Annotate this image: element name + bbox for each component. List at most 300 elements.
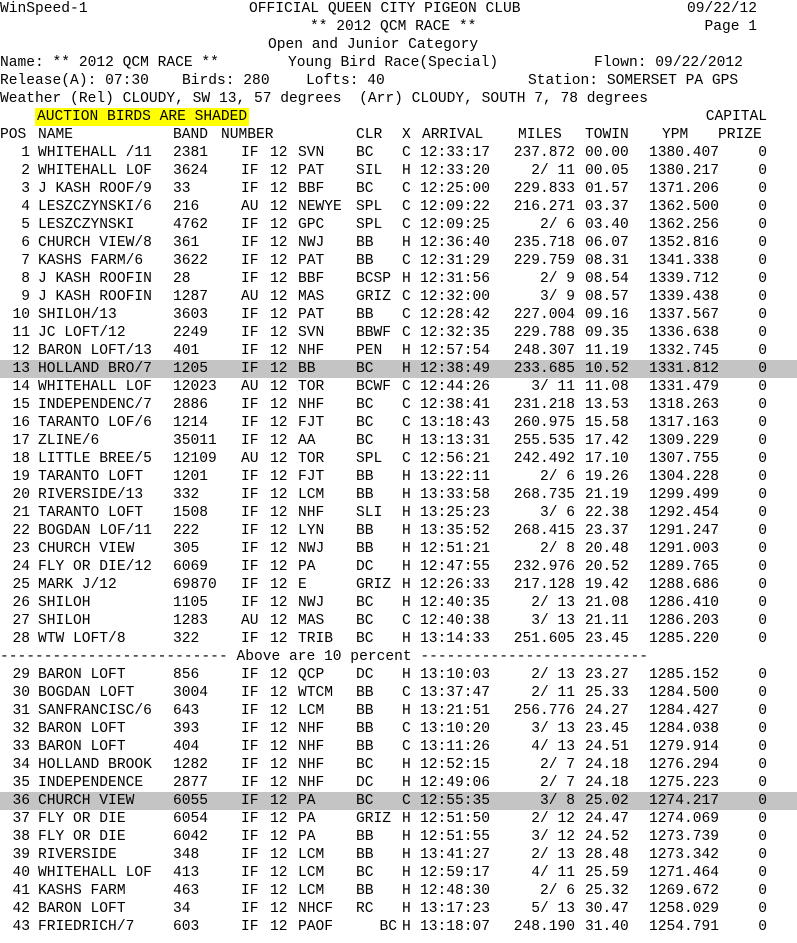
cell-yr: 12: [270, 667, 288, 683]
cell-ypm: 1275.223: [648, 775, 719, 791]
cell-club: MAS: [298, 613, 325, 629]
cell-pos: 32: [12, 721, 30, 737]
cell-assoc: AU: [241, 451, 259, 467]
cell-ypm: 1291.003: [648, 541, 719, 557]
cell-pos: 34: [12, 757, 30, 773]
cell-pos: 33: [12, 739, 30, 755]
cell-ypm: 1304.228: [648, 469, 719, 485]
cell-club: NHF: [298, 739, 325, 755]
cell-prize: 0: [758, 361, 767, 377]
cell-pos: 27: [12, 613, 30, 629]
cell-club: NHF: [298, 757, 325, 773]
bird-count: Birds: 280: [182, 73, 270, 89]
cell-pos: 11: [12, 325, 30, 341]
cell-sex: C: [402, 307, 411, 323]
cell-name: CHURCH VIEW: [38, 793, 135, 809]
cell-prize: 0: [758, 199, 767, 215]
result-row: [0, 792, 797, 810]
cell-club: NHF: [298, 397, 325, 413]
cell-assoc: IF: [241, 415, 259, 431]
cell-club: PA: [298, 559, 316, 575]
cell-band: 404: [173, 739, 200, 755]
result-row: [0, 522, 797, 540]
cell-ypm: 1371.206: [648, 181, 719, 197]
result-row: [0, 630, 797, 648]
cell-yr: 12: [270, 595, 288, 611]
cell-sex: H: [402, 505, 411, 521]
cell-prize: 0: [758, 793, 767, 809]
cell-band: 216: [173, 199, 200, 215]
cell-arrival: 12:31:56: [420, 271, 491, 287]
cell-yr: 12: [270, 559, 288, 575]
result-row: [0, 756, 797, 774]
cell-towin: 08.31: [585, 253, 629, 269]
cell-assoc: IF: [241, 919, 259, 935]
cell-pos: 40: [12, 865, 30, 881]
cell-band: 413: [173, 865, 200, 881]
page-number: Page 1: [704, 19, 757, 35]
cell-miles: 3/ 8: [539, 793, 575, 809]
cell-club: NWJ: [298, 595, 325, 611]
cell-towin: 24.18: [585, 757, 629, 773]
cell-club: GPC: [298, 217, 325, 233]
cell-yr: 12: [270, 253, 288, 269]
cell-assoc: IF: [241, 775, 259, 791]
cell-name: LITTLE BREE/5: [38, 451, 152, 467]
cell-ypm: 1380.407: [648, 145, 719, 161]
cell-ypm: 1307.755: [648, 451, 719, 467]
cell-band: 348: [173, 847, 200, 863]
cell-arrival: 13:17:23: [420, 901, 491, 917]
cell-arrival: 13:14:33: [420, 631, 491, 647]
cell-sex: H: [402, 775, 411, 791]
cell-club: FJT: [298, 469, 325, 485]
cell-club: PA: [298, 829, 316, 845]
cell-towin: 20.48: [585, 541, 629, 557]
cell-clr: BC: [356, 361, 374, 377]
release-line: [0, 72, 797, 90]
cell-prize: 0: [758, 415, 767, 431]
cell-miles: 251.605: [513, 631, 575, 647]
cell-prize: 0: [758, 163, 767, 179]
cell-clr: BCSP: [356, 271, 392, 287]
cell-band: 322: [173, 631, 200, 647]
club-name: OFFICIAL QUEEN CITY PIGEON CLUB: [249, 1, 521, 17]
cell-pos: 9: [21, 289, 30, 305]
cell-yr: 12: [270, 757, 288, 773]
cell-clr: BC: [356, 397, 374, 413]
cell-clr: BC: [356, 757, 374, 773]
cell-club: NWJ: [298, 541, 325, 557]
cell-arrival: 12:48:30: [420, 883, 491, 899]
cell-yr: 12: [270, 271, 288, 287]
cell-arrival: 12:51:21: [420, 541, 491, 557]
cell-sex: C: [402, 721, 411, 737]
cell-towin: 06.07: [585, 235, 629, 251]
cell-pos: 7: [21, 253, 30, 269]
cell-club: E: [298, 577, 307, 593]
cell-ypm: 1318.263: [648, 397, 719, 413]
cell-sex: C: [402, 289, 411, 305]
cell-arrival: 12:44:26: [420, 379, 491, 395]
header-line-2: [0, 18, 797, 36]
cell-club: TRIB: [298, 631, 334, 647]
cell-ypm: 1286.410: [648, 595, 719, 611]
cell-assoc: IF: [241, 577, 259, 593]
cell-club: PA: [298, 811, 316, 827]
cell-assoc: IF: [241, 793, 259, 809]
cell-yr: 12: [270, 685, 288, 701]
cell-towin: 19.26: [585, 469, 629, 485]
cell-prize: 0: [758, 541, 767, 557]
result-row: [0, 684, 797, 702]
cell-sex: H: [402, 919, 411, 935]
cell-arrival: 12:36:40: [420, 235, 491, 251]
cell-clr: BC: [356, 415, 374, 431]
cell-clr: BC: [379, 919, 397, 935]
cell-assoc: IF: [241, 541, 259, 557]
cell-clr: BC: [356, 865, 374, 881]
cell-band: 2886: [173, 397, 209, 413]
cell-miles: 2/ 13: [531, 847, 575, 863]
result-row: [0, 252, 797, 270]
program-name: WinSpeed-1: [0, 1, 88, 17]
cell-sex: H: [402, 631, 411, 647]
cell-yr: 12: [270, 739, 288, 755]
cell-assoc: AU: [241, 199, 259, 215]
cell-name: LESZCZYNSKI: [38, 217, 135, 233]
cell-club: BBF: [298, 271, 325, 287]
cell-prize: 0: [758, 631, 767, 647]
result-row: [0, 738, 797, 756]
cell-towin: 09.16: [585, 307, 629, 323]
cell-clr: BB: [356, 487, 374, 503]
cell-ypm: 1284.500: [648, 685, 719, 701]
cell-towin: 15.58: [585, 415, 629, 431]
cell-prize: 0: [758, 307, 767, 323]
result-row: [0, 342, 797, 360]
cell-yr: 12: [270, 361, 288, 377]
cell-towin: 09.35: [585, 325, 629, 341]
cell-sex: C: [402, 415, 411, 431]
cell-pos: 14: [12, 379, 30, 395]
cell-name: FLY OR DIE/12: [38, 559, 152, 575]
cell-arrival: 13:21:51: [420, 703, 491, 719]
cell-arrival: 13:35:52: [420, 523, 491, 539]
cell-ypm: 1331.812: [648, 361, 719, 377]
cell-prize: 0: [758, 811, 767, 827]
cell-band: 6055: [173, 793, 209, 809]
cell-prize: 0: [758, 685, 767, 701]
cell-towin: 03.40: [585, 217, 629, 233]
cell-ypm: 1362.256: [648, 217, 719, 233]
col-pos: POS: [0, 127, 27, 143]
cell-arrival: 13:41:27: [420, 847, 491, 863]
cell-prize: 0: [758, 757, 767, 773]
cell-miles: 3/ 9: [539, 289, 575, 305]
cell-clr: BB: [356, 739, 374, 755]
auction-notice: AUCTION BIRDS ARE SHADED: [37, 109, 248, 125]
result-row: [0, 324, 797, 342]
result-row: [0, 396, 797, 414]
cell-club: PAT: [298, 307, 325, 323]
cell-ypm: 1352.816: [648, 235, 719, 251]
cell-arrival: 12:32:00: [420, 289, 491, 305]
cell-yr: 12: [270, 325, 288, 341]
cell-club: LCM: [298, 487, 325, 503]
cell-assoc: IF: [241, 703, 259, 719]
cell-towin: 21.11: [585, 613, 629, 629]
cell-towin: 25.59: [585, 865, 629, 881]
cell-miles: 2/ 6: [539, 217, 575, 233]
cell-sex: C: [402, 397, 411, 413]
cell-arrival: 12:33:17: [420, 145, 491, 161]
cell-towin: 24.52: [585, 829, 629, 845]
cell-assoc: IF: [241, 325, 259, 341]
cell-assoc: IF: [241, 145, 259, 161]
cell-miles: 255.535: [513, 433, 575, 449]
cell-prize: 0: [758, 559, 767, 575]
cell-assoc: IF: [241, 811, 259, 827]
cell-miles: 2/ 6: [539, 469, 575, 485]
cell-miles: 2/ 12: [531, 811, 575, 827]
cell-miles: 3/ 13: [531, 613, 575, 629]
result-row: [0, 558, 797, 576]
cell-assoc: IF: [241, 847, 259, 863]
cell-arrival: 12:38:41: [420, 397, 491, 413]
cell-ypm: 1271.464: [648, 865, 719, 881]
cell-miles: 2/ 11: [531, 685, 575, 701]
cell-name: BARON LOFT: [38, 739, 126, 755]
cell-clr: PEN: [356, 343, 383, 359]
cell-band: 2249: [173, 325, 209, 341]
cell-arrival: 12:38:49: [420, 361, 491, 377]
cell-towin: 28.48: [585, 847, 629, 863]
cell-clr: GRIZ: [356, 811, 392, 827]
cell-prize: 0: [758, 865, 767, 881]
cell-sex: H: [402, 703, 411, 719]
result-row: [0, 774, 797, 792]
cell-club: BB: [298, 361, 316, 377]
col-prize: PRIZE: [718, 127, 762, 143]
cell-clr: BC: [356, 595, 374, 611]
cell-clr: BB: [356, 703, 374, 719]
result-row: [0, 882, 797, 900]
cell-band: 3624: [173, 163, 209, 179]
cell-miles: 2/ 13: [531, 595, 575, 611]
result-row: [0, 594, 797, 612]
cell-prize: 0: [758, 829, 767, 845]
cell-club: WTCM: [298, 685, 334, 701]
cell-band: 35011: [173, 433, 217, 449]
cell-towin: 23.37: [585, 523, 629, 539]
race-name: Name: ** 2012 QCM RACE **: [0, 55, 219, 71]
cell-arrival: 13:11:26: [420, 739, 491, 755]
cell-club: PA: [298, 793, 316, 809]
cell-pos: 30: [12, 685, 30, 701]
cell-miles: 227.004: [513, 307, 575, 323]
cell-yr: 12: [270, 289, 288, 305]
cell-yr: 12: [270, 775, 288, 791]
cell-sex: H: [402, 757, 411, 773]
cell-name: J KASH ROOFIN: [38, 289, 152, 305]
cell-name: KASHS FARM/6: [38, 253, 144, 269]
cell-ypm: 1284.427: [648, 703, 719, 719]
cell-name: SHILOH: [38, 595, 91, 611]
cell-pos: 24: [12, 559, 30, 575]
cell-club: PAT: [298, 253, 325, 269]
cell-ypm: 1380.217: [648, 163, 719, 179]
cell-miles: 268.735: [513, 487, 575, 503]
result-row: [0, 810, 797, 828]
cell-club: AA: [298, 433, 316, 449]
col-arrival: ARRIVAL: [422, 127, 484, 143]
cell-sex: C: [402, 451, 411, 467]
cell-band: 12023: [173, 379, 217, 395]
report-date: 09/22/12: [686, 1, 757, 17]
category: Open and Junior Category: [268, 37, 479, 53]
cell-name: BARON LOFT: [38, 721, 126, 737]
cell-sex: H: [402, 595, 411, 611]
cell-assoc: IF: [241, 235, 259, 251]
cell-yr: 12: [270, 901, 288, 917]
cell-towin: 11.08: [585, 379, 629, 395]
cell-arrival: 12:55:35: [420, 793, 491, 809]
cell-miles: 3/ 12: [531, 829, 575, 845]
cell-name: JC LOFT/12: [38, 325, 126, 341]
cell-arrival: 13:37:47: [420, 685, 491, 701]
cell-ypm: 1299.499: [648, 487, 719, 503]
cell-name: HOLLAND BRO/7: [38, 361, 152, 377]
cell-clr: BB: [356, 235, 374, 251]
cell-club: BBF: [298, 181, 325, 197]
cell-prize: 0: [758, 595, 767, 611]
cell-sex: C: [402, 379, 411, 395]
cell-arrival: 12:52:15: [420, 757, 491, 773]
cell-ypm: 1274.217: [648, 793, 719, 809]
cell-towin: 21.19: [585, 487, 629, 503]
cell-sex: H: [402, 163, 411, 179]
result-row: [0, 360, 797, 378]
cell-club: TOR: [298, 379, 325, 395]
cell-sex: C: [402, 181, 411, 197]
cell-club: NHF: [298, 775, 325, 791]
result-row: [0, 234, 797, 252]
cell-band: 3622: [173, 253, 209, 269]
cell-miles: 229.833: [513, 181, 575, 197]
cell-band: 463: [173, 883, 200, 899]
cell-sex: H: [402, 829, 411, 845]
cell-pos: 12: [12, 343, 30, 359]
cell-assoc: IF: [241, 757, 259, 773]
cell-sex: H: [402, 523, 411, 539]
cell-ypm: 1339.438: [648, 289, 719, 305]
cell-towin: 01.57: [585, 181, 629, 197]
cell-miles: 2/ 6: [539, 883, 575, 899]
column-headers: [0, 126, 797, 144]
cell-assoc: IF: [241, 469, 259, 485]
cell-assoc: IF: [241, 433, 259, 449]
cell-assoc: IF: [241, 523, 259, 539]
cell-club: FJT: [298, 415, 325, 431]
divider-text: -------------------------- Above are 10 percent --------------------------: [0, 649, 649, 665]
cell-miles: 229.759: [513, 253, 575, 269]
cell-pos: 19: [12, 469, 30, 485]
result-row: [0, 450, 797, 468]
cell-name: WHITEHALL LOF: [38, 163, 152, 179]
cell-prize: 0: [758, 703, 767, 719]
cell-band: 12109: [173, 451, 217, 467]
cell-yr: 12: [270, 343, 288, 359]
cell-clr: BC: [356, 433, 374, 449]
cell-band: 28: [173, 271, 191, 287]
cell-ypm: 1331.479: [648, 379, 719, 395]
cell-miles: 229.788: [513, 325, 575, 341]
cell-towin: 03.37: [585, 199, 629, 215]
cell-towin: 00.00: [585, 145, 629, 161]
cell-name: CHURCH VIEW/8: [38, 235, 152, 251]
cell-band: 305: [173, 541, 200, 557]
cell-miles: 4/ 11: [531, 865, 575, 881]
cell-name: KASHS FARM: [38, 883, 126, 899]
cell-clr: SIL: [356, 163, 383, 179]
cell-name: FRIEDRICH/7: [38, 919, 135, 935]
cell-band: 361: [173, 235, 200, 251]
cell-arrival: 12:40:35: [420, 595, 491, 611]
cell-yr: 12: [270, 379, 288, 395]
result-row: [0, 504, 797, 522]
cell-band: 603: [173, 919, 200, 935]
cell-yr: 12: [270, 307, 288, 323]
cell-name: TARANTO LOFT: [38, 505, 144, 521]
cell-sex: C: [402, 199, 411, 215]
cell-assoc: IF: [241, 181, 259, 197]
cell-ypm: 1285.152: [648, 667, 719, 683]
cell-name: FLY OR DIE: [38, 829, 126, 845]
cell-arrival: 12:31:29: [420, 253, 491, 269]
cell-sex: H: [402, 667, 411, 683]
station: Station: SOMERSET PA GPS: [528, 73, 739, 89]
cell-towin: 08.57: [585, 289, 629, 305]
cell-ypm: 1339.712: [648, 271, 719, 287]
cell-club: PAOF: [298, 919, 334, 935]
cell-yr: 12: [270, 487, 288, 503]
result-row: [0, 288, 797, 306]
cell-band: 401: [173, 343, 200, 359]
cell-sex: H: [402, 433, 411, 449]
cell-miles: 216.271: [513, 199, 575, 215]
race-type: Young Bird Race(Special): [288, 55, 499, 71]
cell-assoc: AU: [241, 379, 259, 395]
cell-name: WTW LOFT/8: [38, 631, 126, 647]
cell-prize: 0: [758, 217, 767, 233]
cell-pos: 10: [12, 307, 30, 323]
cell-arrival: 12:09:22: [420, 199, 491, 215]
cell-assoc: IF: [241, 505, 259, 521]
cell-name: SHILOH: [38, 613, 91, 629]
cell-clr: DC: [356, 559, 374, 575]
cell-yr: 12: [270, 577, 288, 593]
cell-ypm: 1317.163: [648, 415, 719, 431]
cell-yr: 12: [270, 145, 288, 161]
cell-yr: 12: [270, 163, 288, 179]
cell-assoc: IF: [241, 271, 259, 287]
result-row: [0, 162, 797, 180]
cell-band: 34: [173, 901, 191, 917]
cell-towin: 24.51: [585, 739, 629, 755]
cell-club: MAS: [298, 289, 325, 305]
result-row: [0, 432, 797, 450]
